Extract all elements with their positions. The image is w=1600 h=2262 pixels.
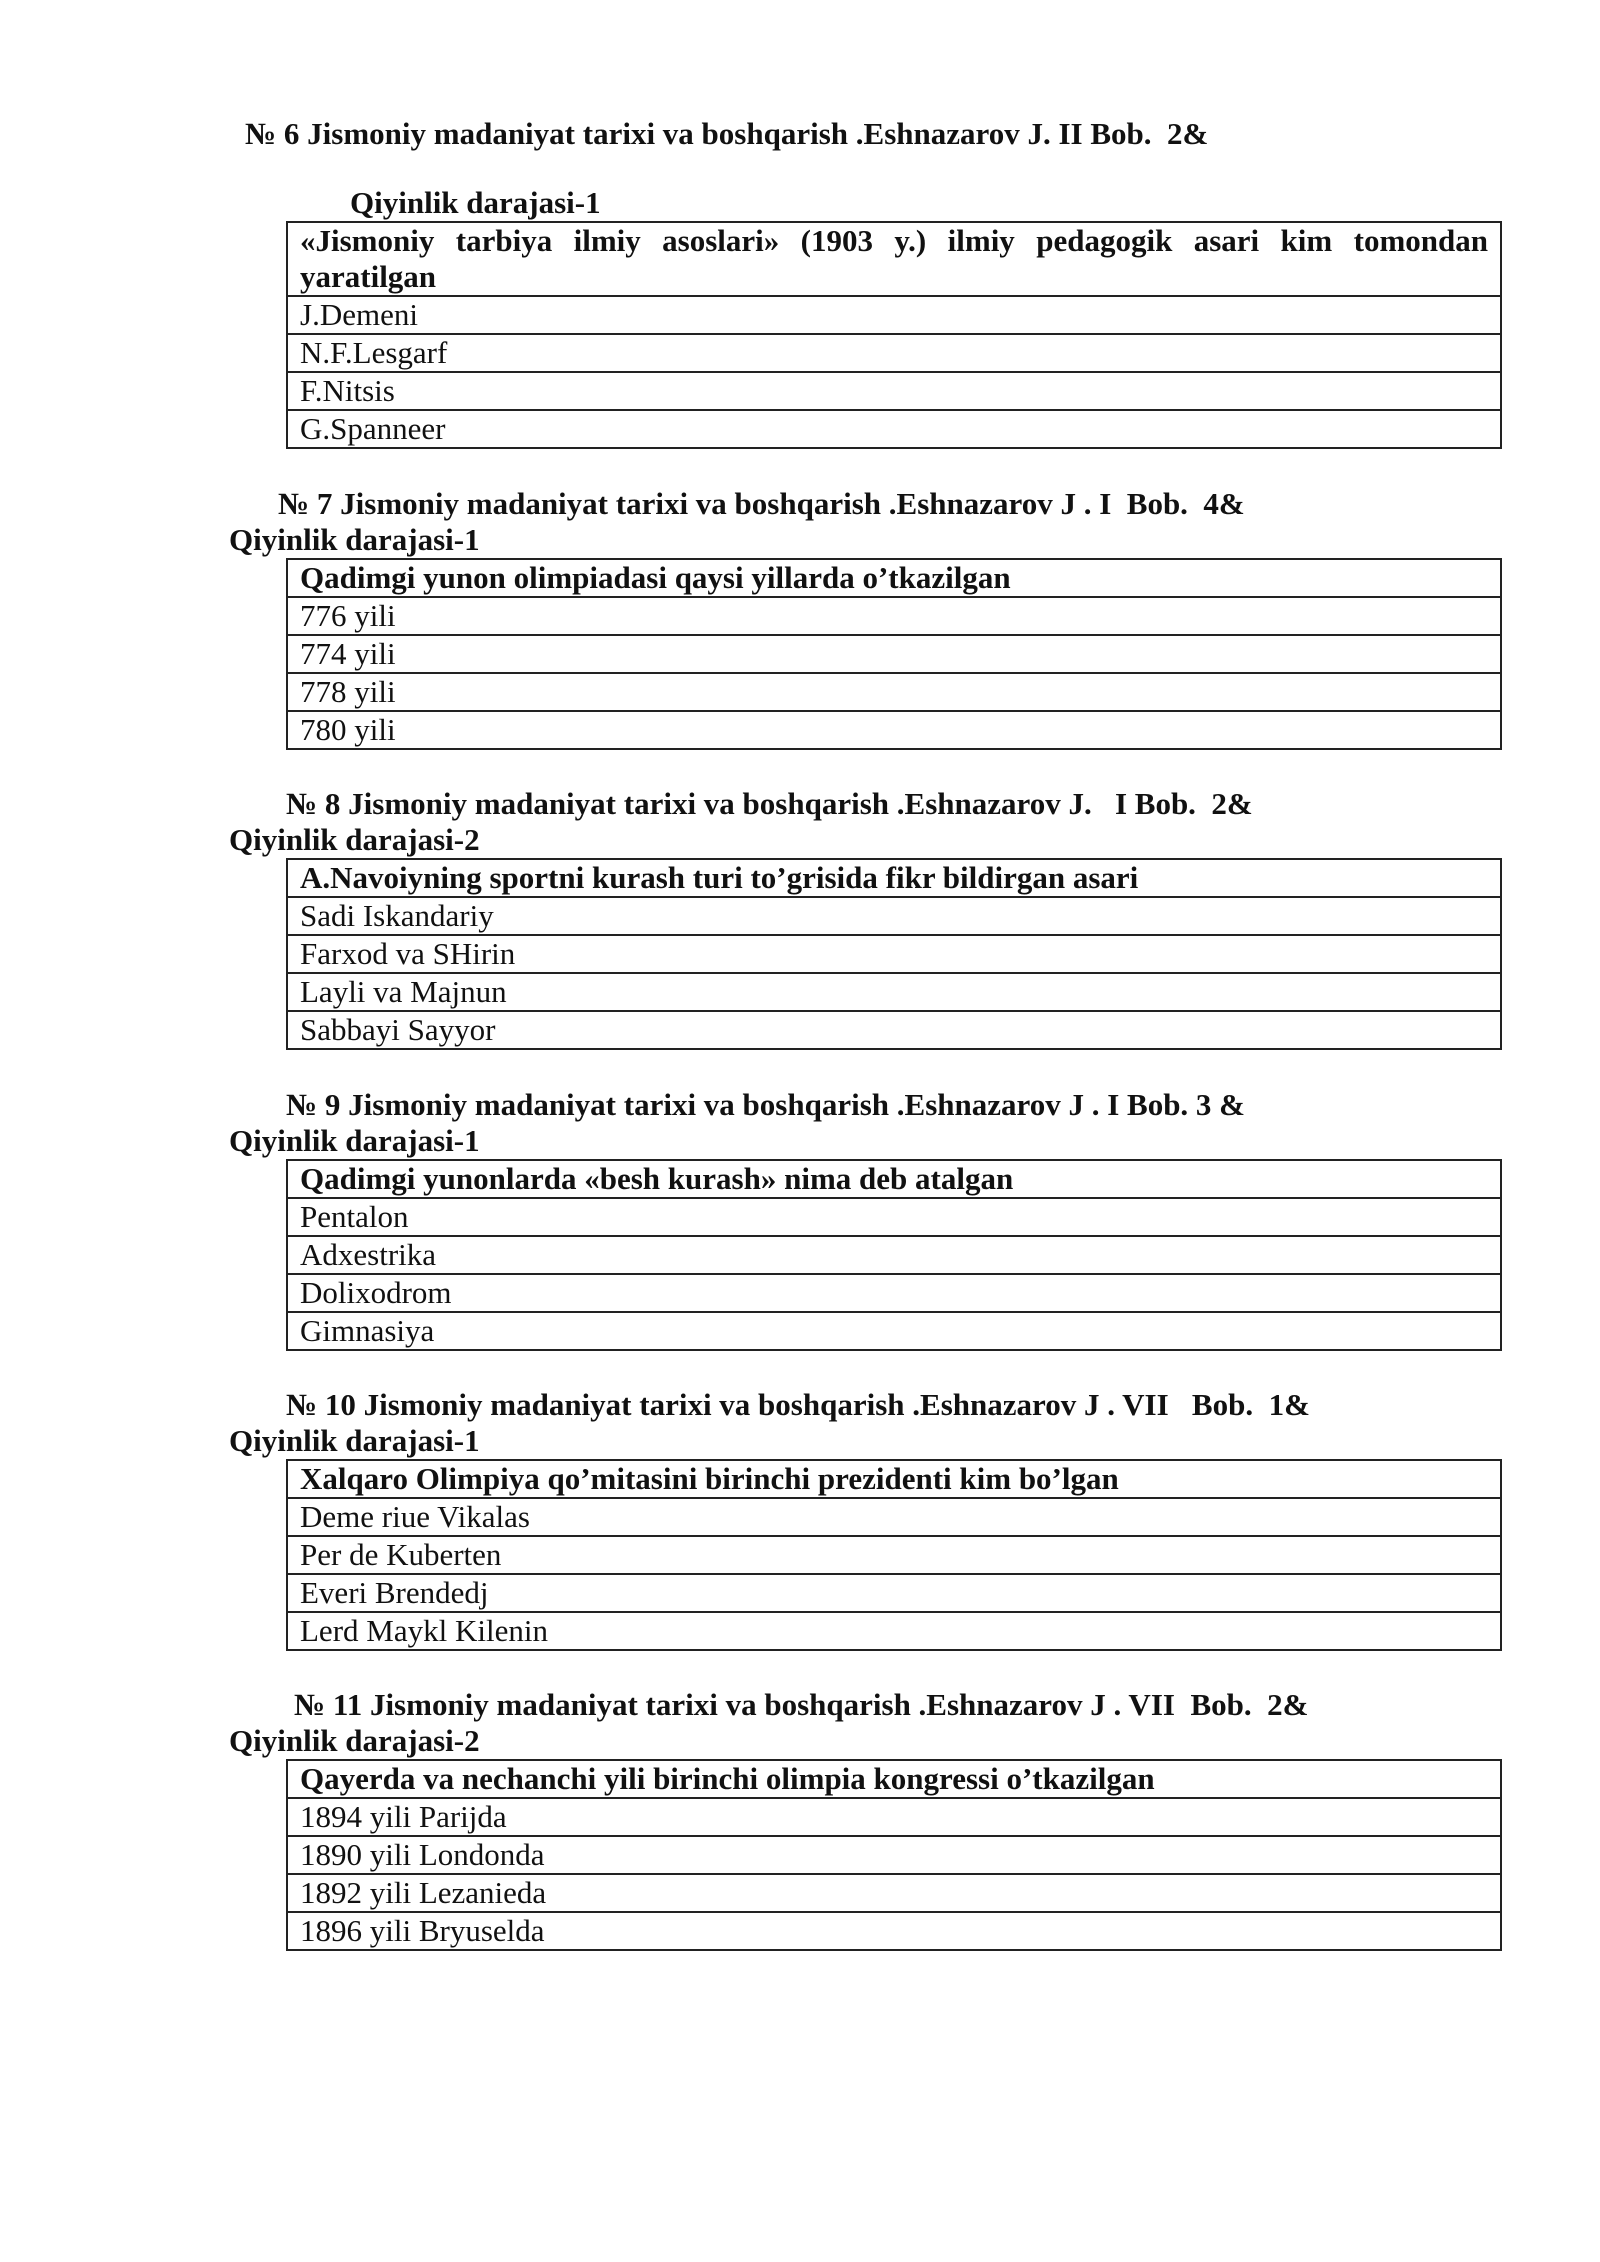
question-table: [286, 1459, 1502, 1651]
answer-option: F.Nitsis: [287, 372, 1501, 410]
answer-option: 776 yili: [287, 597, 1501, 635]
table-row: [287, 1912, 1501, 1950]
table-row: [287, 559, 1501, 597]
answer-option: 1894 yili Parijda: [287, 1798, 1501, 1836]
question-text: «Jismoniy tarbiya ilmiy asoslari» (1903 y.) ilmiy pedagogik asari kim tomondan yaratilgan: [287, 222, 1501, 296]
answer-option: Per de Kuberten: [287, 1536, 1501, 1574]
answer-option: Farxod va SHirin: [287, 935, 1501, 973]
table-row: [287, 973, 1501, 1011]
question-table: [286, 858, 1502, 1050]
question-heading: № 9 Jismoniy madaniyat tarixi va boshqarish .Eshnazarov J . I Bob. 3 &: [286, 1087, 1246, 1122]
table-row: [287, 1236, 1501, 1274]
table-row: [287, 1274, 1501, 1312]
table-row: [287, 1536, 1501, 1574]
table-row: [287, 334, 1501, 372]
question-table: [286, 558, 1502, 750]
difficulty-level: Qiyinlik darajasi-1: [229, 1123, 480, 1158]
question-text: Qadimgi yunonlarda «besh kurash» nima deb atalgan: [287, 1160, 1501, 1198]
question-heading: № 10 Jismoniy madaniyat tarixi va boshqarish .Eshnazarov J . VII Bob. 1&: [286, 1387, 1310, 1422]
difficulty-level: Qiyinlik darajasi-2: [229, 822, 480, 857]
question-text: Xalqaro Olimpiya qo’mitasini birinchi prezidenti kim bo’lgan: [287, 1460, 1501, 1498]
table-row: [287, 372, 1501, 410]
table-row: [287, 1011, 1501, 1049]
question-text: Qadimgi yunon olimpiadasi qaysi yillarda o’tkazilgan: [287, 559, 1501, 597]
answer-option: 1890 yili Londonda: [287, 1836, 1501, 1874]
table-row: [287, 597, 1501, 635]
table-row: [287, 1198, 1501, 1236]
table-row: [287, 1874, 1501, 1912]
table-row: [287, 859, 1501, 897]
table-row: [287, 410, 1501, 448]
answer-option: Adxestrika: [287, 1236, 1501, 1274]
table-row: [287, 1836, 1501, 1874]
answer-option: Pentalon: [287, 1198, 1501, 1236]
answer-option: Lerd Maykl Kilenin: [287, 1612, 1501, 1650]
answer-option: Gimnasiya: [287, 1312, 1501, 1350]
difficulty-level: Qiyinlik darajasi-1: [229, 1423, 480, 1458]
table-row: [287, 935, 1501, 973]
answer-option: Everi Brendedj: [287, 1574, 1501, 1612]
question-table: [286, 1759, 1502, 1951]
table-row: [287, 1612, 1501, 1650]
difficulty-level: Qiyinlik darajasi-1: [350, 185, 601, 220]
table-row: [287, 1160, 1501, 1198]
question-heading: № 7 Jismoniy madaniyat tarixi va boshqarish .Eshnazarov J . I Bob. 4&: [278, 486, 1245, 521]
question-table: [286, 221, 1502, 449]
table-row: [287, 673, 1501, 711]
answer-option: 1896 yili Bryuselda: [287, 1912, 1501, 1950]
table-row: [287, 1312, 1501, 1350]
answer-option: 774 yili: [287, 635, 1501, 673]
question-heading: № 8 Jismoniy madaniyat tarixi va boshqarish .Eshnazarov J. I Bob. 2&: [286, 786, 1253, 821]
difficulty-level: Qiyinlik darajasi-2: [229, 1723, 480, 1758]
table-row: [287, 635, 1501, 673]
table-row: [287, 222, 1501, 296]
answer-option: 1892 yili Lezanieda: [287, 1874, 1501, 1912]
table-row: [287, 296, 1501, 334]
question-text: Qayerda va nechanchi yili birinchi olimpia kongressi o’tkazilgan: [287, 1760, 1501, 1798]
question-table: [286, 1159, 1502, 1351]
table-row: [287, 1498, 1501, 1536]
table-row: [287, 897, 1501, 935]
answer-option: J.Demeni: [287, 296, 1501, 334]
answer-option: Dolixodrom: [287, 1274, 1501, 1312]
answer-option: Deme riue Vikalas: [287, 1498, 1501, 1536]
table-row: [287, 711, 1501, 749]
answer-option: Sabbayi Sayyor: [287, 1011, 1501, 1049]
answer-option: Sadi Iskandariy: [287, 897, 1501, 935]
question-heading: № 6 Jismoniy madaniyat tarixi va boshqarish .Eshnazarov J. II Bob. 2&: [245, 116, 1209, 151]
table-row: [287, 1460, 1501, 1498]
difficulty-level: Qiyinlik darajasi-1: [229, 522, 480, 557]
question-heading: № 11 Jismoniy madaniyat tarixi va boshqarish .Eshnazarov J . VII Bob. 2&: [294, 1687, 1309, 1722]
table-row: [287, 1798, 1501, 1836]
answer-option: 780 yili: [287, 711, 1501, 749]
answer-option: N.F.Lesgarf: [287, 334, 1501, 372]
question-text: A.Navoiyning sportni kurash turi to’grisida fikr bildirgan asari: [287, 859, 1501, 897]
answer-option: Layli va Majnun: [287, 973, 1501, 1011]
answer-option: G.Spanneer: [287, 410, 1501, 448]
table-row: [287, 1574, 1501, 1612]
answer-option: 778 yili: [287, 673, 1501, 711]
table-row: [287, 1760, 1501, 1798]
